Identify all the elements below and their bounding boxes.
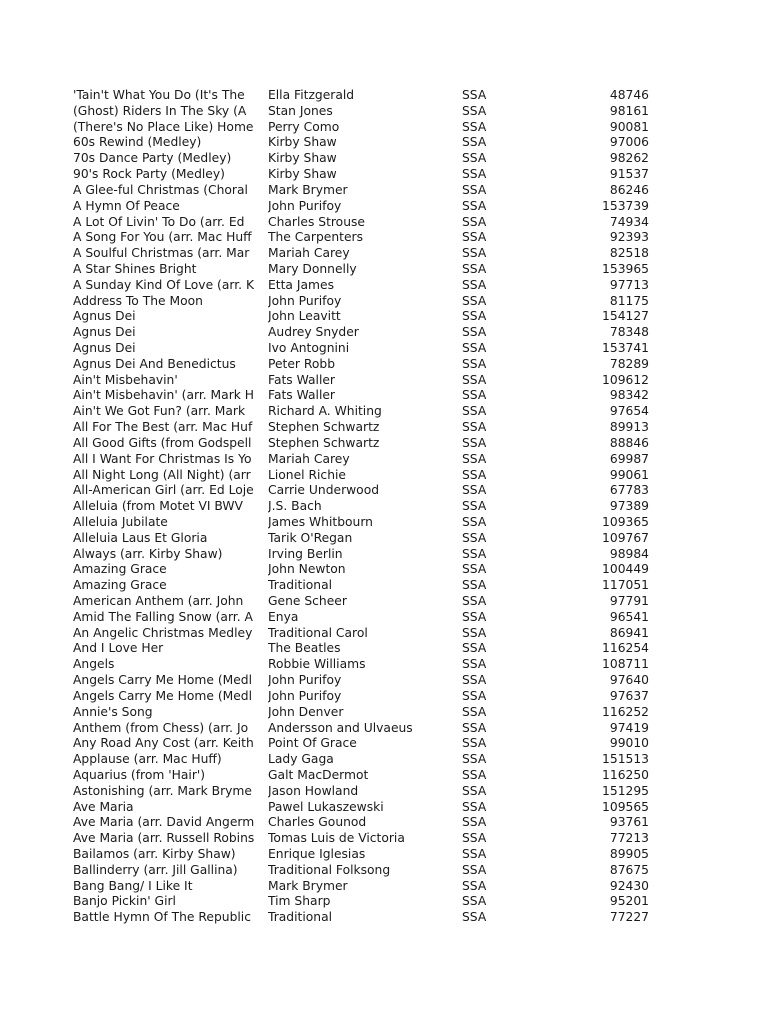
voicing-cell: SSA: [462, 151, 487, 166]
item-number-cell: 93761: [609, 815, 649, 830]
artist-cell: John Leavitt: [268, 309, 341, 324]
item-number-cell: 86941: [609, 625, 649, 640]
table-row: [73, 894, 653, 910]
table-row: [73, 610, 653, 626]
table-row: [73, 879, 653, 895]
voicing-cell: SSA: [462, 293, 487, 308]
artist-cell: Fats Waller: [268, 372, 335, 387]
item-number-cell: 151295: [602, 783, 649, 798]
song-title-cell: All I Want For Christmas Is Yo: [73, 451, 252, 466]
artist-cell: John Denver: [268, 704, 344, 719]
table-row: [73, 547, 653, 563]
table-row: [73, 215, 653, 231]
voicing-cell: SSA: [462, 309, 487, 324]
voicing-cell: SSA: [462, 783, 487, 798]
item-number-cell: 116252: [602, 704, 649, 719]
voicing-cell: SSA: [462, 88, 487, 102]
voicing-cell: SSA: [462, 214, 487, 229]
table-row: [73, 325, 653, 341]
item-number-cell: 90081: [609, 119, 649, 134]
song-title-cell: Always (arr. Kirby Shaw): [73, 546, 223, 561]
item-number-cell: 98262: [609, 151, 649, 166]
item-number-cell: 91537: [609, 167, 649, 182]
song-title-cell: Angels: [73, 657, 115, 672]
song-title-cell: Aquarius (from 'Hair'): [73, 767, 206, 782]
item-number-cell: 97640: [609, 673, 649, 688]
table-row: [73, 847, 653, 863]
voicing-cell: SSA: [462, 435, 487, 450]
table-row: [73, 183, 653, 199]
table-row: [73, 135, 653, 151]
table-row: [73, 784, 653, 800]
item-number-cell: 97006: [609, 135, 649, 150]
artist-cell: Traditional Carol: [268, 625, 368, 640]
table-row: [73, 373, 653, 389]
voicing-cell: SSA: [462, 198, 487, 213]
artist-cell: J.S. Bach: [268, 499, 322, 514]
song-title-cell: Anthem (from Chess) (arr. Jo: [73, 720, 249, 735]
song-title-cell: Ain't Misbehavin' (arr. Mark H: [73, 388, 255, 403]
song-title-cell: A Glee-ful Christmas (Choral: [73, 182, 248, 197]
song-title-cell: American Anthem (arr. John: [73, 594, 244, 608]
artist-cell: Mark Brymer: [268, 182, 348, 197]
artist-cell: Jason Howland: [268, 783, 359, 798]
song-title-cell: Battle Hymn Of The Republic: [73, 910, 251, 925]
artist-cell: John Purifoy: [268, 688, 342, 703]
voicing-cell: SSA: [462, 562, 487, 577]
artist-cell: Audrey Snyder: [268, 325, 359, 340]
voicing-cell: SSA: [462, 673, 487, 688]
song-title-cell: 'Tain't What You Do (It's The: [73, 88, 245, 102]
item-number-cell: 116254: [602, 641, 649, 656]
table-row: [73, 863, 653, 879]
item-number-cell: 69987: [609, 451, 649, 466]
table-row: [73, 578, 653, 594]
item-number-cell: 89905: [609, 847, 649, 861]
artist-cell: John Purifoy: [268, 293, 342, 308]
table-row: [73, 800, 653, 816]
artist-cell: Point Of Grace: [268, 736, 357, 751]
table-row: [73, 388, 653, 404]
artist-cell: Lionel Richie: [268, 467, 346, 482]
item-number-cell: 109767: [602, 530, 649, 545]
voicing-cell: SSA: [462, 467, 487, 482]
item-number-cell: 78289: [609, 356, 649, 371]
voicing-cell: SSA: [462, 594, 487, 608]
song-listing-table: [73, 88, 653, 926]
table-row: [73, 151, 653, 167]
item-number-cell: 87675: [609, 862, 649, 877]
voicing-cell: SSA: [462, 736, 487, 751]
song-title-cell: Angels Carry Me Home (Medl: [73, 688, 253, 703]
voicing-cell: SSA: [462, 135, 487, 150]
song-title-cell: (Ghost) Riders In The Sky (A: [73, 103, 247, 118]
voicing-cell: SSA: [462, 799, 487, 814]
item-number-cell: 97389: [609, 499, 649, 514]
artist-cell: The Carpenters: [268, 230, 363, 245]
table-row: [73, 815, 653, 831]
song-title-cell: All-American Girl (arr. Ed Loje: [73, 483, 254, 498]
song-title-cell: (There's No Place Like) Home: [73, 119, 254, 134]
item-number-cell: 153739: [602, 198, 649, 213]
artist-cell: Stan Jones: [268, 103, 333, 118]
artist-cell: Kirby Shaw: [268, 167, 337, 182]
voicing-cell: SSA: [462, 546, 487, 561]
song-title-cell: Amazing Grace: [73, 578, 167, 593]
item-number-cell: 82518: [609, 246, 649, 261]
item-number-cell: 77227: [609, 910, 649, 925]
table-row: [73, 910, 653, 926]
item-number-cell: 48746: [609, 88, 649, 102]
song-title-cell: A Soulful Christmas (arr. Mar: [73, 246, 250, 261]
artist-cell: Etta James: [268, 277, 334, 292]
table-row: [73, 562, 653, 578]
voicing-cell: SSA: [462, 372, 487, 387]
artist-cell: Enya: [268, 609, 299, 624]
item-number-cell: 74934: [609, 214, 649, 229]
item-number-cell: 92430: [609, 878, 649, 893]
item-number-cell: 108711: [602, 657, 649, 672]
song-title-cell: Ave Maria: [73, 799, 134, 814]
voicing-cell: SSA: [462, 641, 487, 656]
table-row: [73, 705, 653, 721]
table-row: [73, 104, 653, 120]
table-row: [73, 515, 653, 531]
artist-cell: Carrie Underwood: [268, 483, 380, 498]
voicing-cell: SSA: [462, 499, 487, 514]
song-title-cell: Ballinderry (arr. Jill Gallina): [73, 862, 238, 877]
item-number-cell: 86246: [609, 182, 649, 197]
song-title-cell: A Star Shines Bright: [73, 261, 197, 276]
song-title-cell: Alleluia Laus Et Gloria: [73, 530, 208, 545]
voicing-cell: SSA: [462, 752, 487, 767]
item-number-cell: 154127: [602, 309, 649, 324]
table-row: [73, 736, 653, 752]
artist-cell: Fats Waller: [268, 388, 335, 403]
artist-cell: James Whitbourn: [268, 514, 373, 529]
table-row: [73, 657, 653, 673]
artist-cell: Charles Strouse: [268, 214, 365, 229]
voicing-cell: SSA: [462, 910, 487, 925]
table-row: [73, 357, 653, 373]
song-title-cell: A Sunday Kind Of Love (arr. K: [73, 277, 255, 292]
artist-cell: Kirby Shaw: [268, 135, 337, 150]
table-row: [73, 246, 653, 262]
table-row: [73, 752, 653, 768]
table-row: [73, 404, 653, 420]
song-title-cell: Ave Maria (arr. Russell Robins: [73, 831, 255, 846]
voicing-cell: SSA: [462, 167, 487, 182]
item-number-cell: 67783: [609, 483, 649, 498]
artist-cell: Charles Gounod: [268, 815, 367, 830]
artist-cell: Kirby Shaw: [268, 151, 337, 166]
artist-cell: Tarik O'Regan: [268, 530, 353, 545]
table-row: [73, 436, 653, 452]
song-title-cell: Ave Maria (arr. David Angerm: [73, 815, 255, 830]
song-title-cell: Ain't Misbehavin': [73, 372, 178, 387]
item-number-cell: 153965: [602, 261, 649, 276]
voicing-cell: SSA: [462, 862, 487, 877]
item-number-cell: 95201: [609, 894, 649, 909]
artist-cell: John Purifoy: [268, 198, 342, 213]
song-title-cell: Applause (arr. Mac Huff): [73, 752, 222, 767]
artist-cell: Perry Como: [268, 119, 340, 134]
voicing-cell: SSA: [462, 119, 487, 134]
table-row: [73, 88, 653, 104]
artist-cell: Stephen Schwartz: [268, 420, 380, 435]
song-title-cell: Bailamos (arr. Kirby Shaw): [73, 847, 236, 861]
song-title-cell: Amid The Falling Snow (arr. A: [73, 609, 253, 624]
item-number-cell: 109365: [602, 514, 649, 529]
artist-cell: Mariah Carey: [268, 246, 350, 261]
table-row: [73, 594, 653, 610]
table-row: [73, 689, 653, 705]
table-row: [73, 120, 653, 136]
table-row: [73, 626, 653, 642]
artist-cell: Tim Sharp: [268, 894, 331, 909]
song-title-cell: Bang Bang/ I Like It: [73, 878, 193, 893]
song-title-cell: Agnus Dei And Benedictus: [73, 356, 236, 371]
item-number-cell: 96541: [609, 609, 649, 624]
table-row: [73, 468, 653, 484]
table-row: [73, 262, 653, 278]
voicing-cell: SSA: [462, 767, 487, 782]
artist-cell: John Purifoy: [268, 673, 342, 688]
item-number-cell: 109612: [602, 372, 649, 387]
song-title-cell: An Angelic Christmas Medley: [73, 625, 253, 640]
voicing-cell: SSA: [462, 451, 487, 466]
voicing-cell: SSA: [462, 704, 487, 719]
song-title-cell: All For The Best (arr. Mac Huf: [73, 420, 253, 435]
song-title-cell: All Night Long (All Night) (arr: [73, 467, 251, 482]
song-title-cell: All Good Gifts (from Godspell: [73, 435, 252, 450]
artist-cell: Richard A. Whiting: [268, 404, 382, 419]
voicing-cell: SSA: [462, 657, 487, 672]
song-title-cell: 90's Rock Party (Medley): [73, 167, 225, 182]
item-number-cell: 153741: [602, 341, 649, 355]
artist-cell: John Newton: [268, 562, 346, 577]
artist-cell: Mary Donnelly: [268, 261, 357, 276]
voicing-cell: SSA: [462, 483, 487, 498]
item-number-cell: 81175: [609, 293, 649, 308]
song-title-cell: Astonishing (arr. Mark Bryme: [73, 783, 252, 798]
voicing-cell: SSA: [462, 341, 487, 355]
item-number-cell: 116250: [602, 767, 649, 782]
song-title-cell: 60s Rewind (Medley): [73, 135, 202, 150]
table-row: [73, 230, 653, 246]
table-row: [73, 499, 653, 515]
song-title-cell: Angels Carry Me Home (Medl: [73, 673, 253, 688]
artist-cell: Traditional: [268, 578, 333, 593]
table-row: [73, 483, 653, 499]
item-number-cell: 100449: [602, 562, 649, 577]
item-number-cell: 109565: [602, 799, 649, 814]
artist-cell: Peter Robb: [268, 356, 336, 371]
table-row: [73, 531, 653, 547]
table-row: [73, 199, 653, 215]
artist-cell: Irving Berlin: [268, 546, 343, 561]
item-number-cell: 97637: [609, 688, 649, 703]
voicing-cell: SSA: [462, 625, 487, 640]
song-title-cell: Any Road Any Cost (arr. Keith: [73, 736, 254, 751]
song-title-cell: And I Love Her: [73, 641, 164, 656]
artist-cell: Enrique Iglesias: [268, 847, 366, 861]
table-row: [73, 341, 653, 357]
item-number-cell: 88846: [609, 435, 649, 450]
song-title-cell: Ain't We Got Fun? (arr. Mark: [73, 404, 246, 419]
item-number-cell: 97654: [609, 404, 649, 419]
item-number-cell: 99061: [609, 467, 649, 482]
table-row: [73, 167, 653, 183]
artist-cell: Robbie Williams: [268, 657, 366, 672]
voicing-cell: SSA: [462, 388, 487, 403]
item-number-cell: 99010: [609, 736, 649, 751]
artist-cell: Traditional: [268, 910, 333, 925]
item-number-cell: 78348: [609, 325, 649, 340]
voicing-cell: SSA: [462, 894, 487, 909]
voicing-cell: SSA: [462, 831, 487, 846]
artist-cell: Andersson and Ulvaeus: [268, 720, 413, 735]
table-row: [73, 721, 653, 737]
item-number-cell: 89913: [609, 420, 649, 435]
song-title-cell: Agnus Dei: [73, 341, 136, 355]
song-title-cell: 70s Dance Party (Medley): [73, 151, 232, 166]
voicing-cell: SSA: [462, 230, 487, 245]
voicing-cell: SSA: [462, 404, 487, 419]
table-row: [73, 294, 653, 310]
voicing-cell: SSA: [462, 878, 487, 893]
song-title-cell: Amazing Grace: [73, 562, 167, 577]
artist-cell: Ella Fitzgerald: [268, 88, 355, 102]
item-number-cell: 77213: [609, 831, 649, 846]
voicing-cell: SSA: [462, 530, 487, 545]
voicing-cell: SSA: [462, 720, 487, 735]
song-title-cell: Banjo Pickin' Girl: [73, 894, 176, 909]
table-row: [73, 278, 653, 294]
artist-cell: Mark Brymer: [268, 878, 348, 893]
item-number-cell: 97791: [609, 594, 649, 608]
voicing-cell: SSA: [462, 578, 487, 593]
voicing-cell: SSA: [462, 103, 487, 118]
item-number-cell: 98984: [609, 546, 649, 561]
artist-cell: Ivo Antognini: [268, 341, 350, 355]
voicing-cell: SSA: [462, 277, 487, 292]
song-title-cell: A Lot Of Livin' To Do (arr. Ed: [73, 214, 245, 229]
artist-cell: The Beatles: [268, 641, 341, 656]
voicing-cell: SSA: [462, 325, 487, 340]
artist-cell: Mariah Carey: [268, 451, 350, 466]
voicing-cell: SSA: [462, 420, 487, 435]
item-number-cell: 98342: [609, 388, 649, 403]
voicing-cell: SSA: [462, 246, 487, 261]
song-title-cell: Alleluia Jubilate: [73, 514, 168, 529]
artist-cell: Lady Gaga: [268, 752, 334, 767]
voicing-cell: SSA: [462, 609, 487, 624]
item-number-cell: 97713: [609, 277, 649, 292]
item-number-cell: 151513: [602, 752, 649, 767]
song-title-cell: Annie's Song: [73, 704, 153, 719]
table-row: [73, 452, 653, 468]
table-row: [73, 420, 653, 436]
voicing-cell: SSA: [462, 815, 487, 830]
item-number-cell: 97419: [609, 720, 649, 735]
artist-cell: Gene Scheer: [268, 594, 347, 608]
artist-cell: Tomas Luis de Victoria: [268, 831, 405, 846]
artist-cell: Galt MacDermot: [268, 767, 369, 782]
voicing-cell: SSA: [462, 261, 487, 276]
table-row: [73, 768, 653, 784]
artist-cell: Stephen Schwartz: [268, 435, 380, 450]
song-title-cell: Address To The Moon: [73, 293, 203, 308]
table-row: [73, 831, 653, 847]
artist-cell: Traditional Folksong: [268, 862, 391, 877]
song-title-cell: A Song For You (arr. Mac Huff: [73, 230, 252, 245]
voicing-cell: SSA: [462, 356, 487, 371]
song-title-cell: Alleluia (from Motet VI BWV: [73, 499, 243, 514]
item-number-cell: 117051: [602, 578, 649, 593]
table-row: [73, 641, 653, 657]
voicing-cell: SSA: [462, 182, 487, 197]
song-title-cell: Agnus Dei: [73, 325, 136, 340]
table-row: [73, 309, 653, 325]
table-row: [73, 673, 653, 689]
voicing-cell: SSA: [462, 688, 487, 703]
song-title-cell: A Hymn Of Peace: [73, 198, 180, 213]
voicing-cell: SSA: [462, 847, 487, 861]
item-number-cell: 92393: [609, 230, 649, 245]
voicing-cell: SSA: [462, 514, 487, 529]
song-title-cell: Agnus Dei: [73, 309, 136, 324]
item-number-cell: 98161: [609, 103, 649, 118]
artist-cell: Pawel Lukaszewski: [268, 799, 384, 814]
